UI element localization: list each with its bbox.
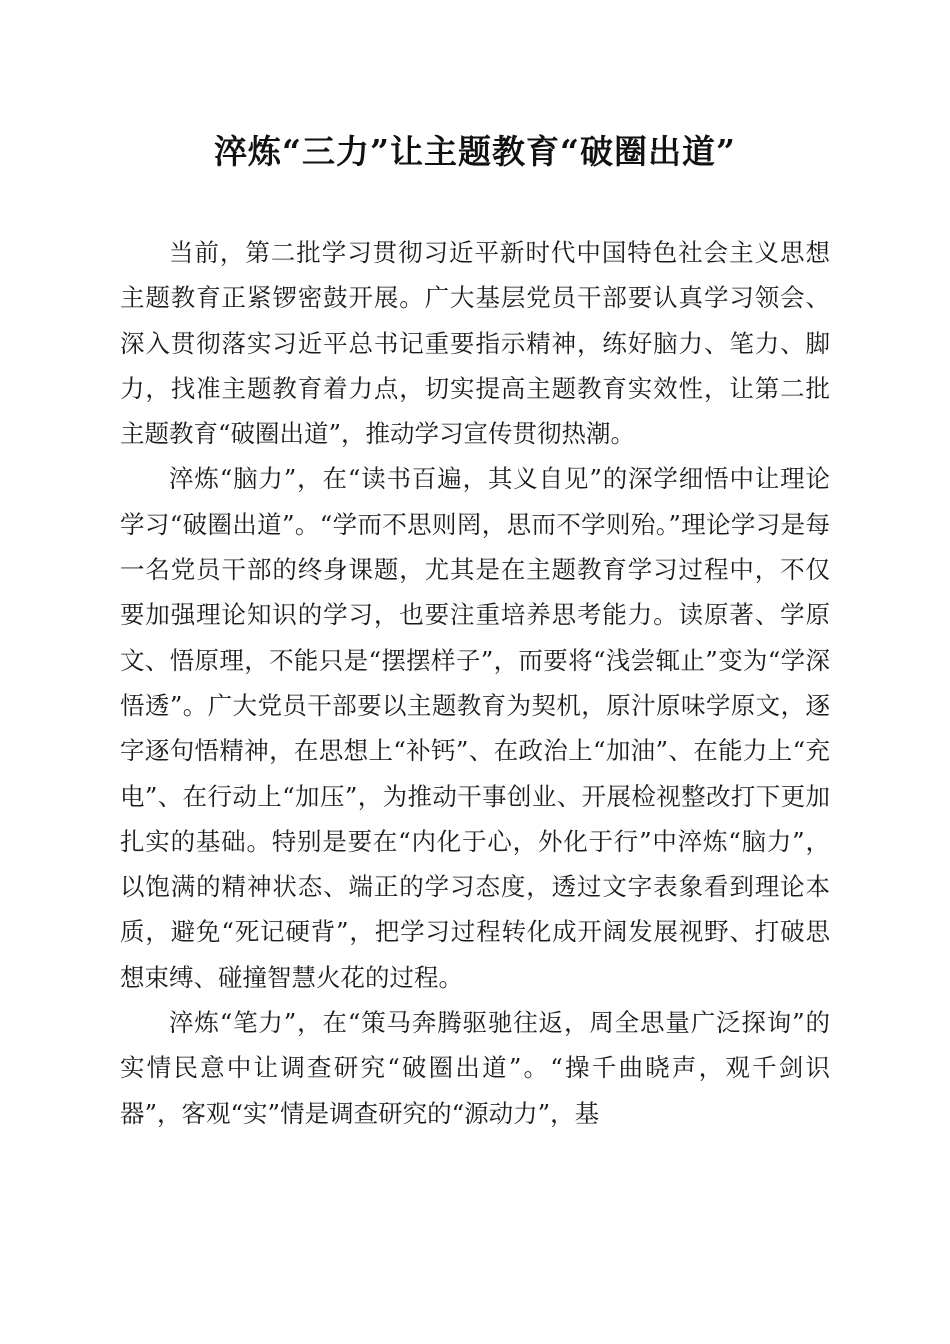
document-title: 淬炼“三力”让主题教育“破圈出道” bbox=[214, 132, 736, 171]
document-body bbox=[120, 230, 830, 1136]
paragraph-writing-power: 淬炼“笔力”，在“策马奔腾驱驰往返，周全思量广泛探询”的实情民意中让调查研究“破圈出道”。“操千曲晓声，观千剑识器”，客观“实”情是调查研究的“源动力”，基 bbox=[120, 1008, 830, 1128]
paragraph-intro: 当前，第二批学习贯彻习近平新时代中国特色社会主义思想主题教育正紧锣密鼓开展。广大基层党员干部要认真学习领会、深入贯彻落实习近平总书记重要指示精神，练好脑力、笔力、脚力，找准主题教育着力点，切实提高主题教育实效性，让第二批主题教育“破圈出道”，推动学习宣传贯彻热潮。 bbox=[120, 238, 830, 449]
paragraph-brainpower: 淬炼“脑力”，在“读书百遍，其义自见”的深学细悟中让理论学习“破圈出道”。“学而不思则罔，思而不学则殆。”理论学习是每一名党员干部的终身课题，尤其是在主题教育学习过程中，不仅要加强理论知识的学习，也要注重培养思考能力。读原著、学原文、悟原理，不能只是“摆摆样子”，而要将“浅尝辄止”变为“学深悟透”。广大党员干部要以主题教育为契机，原汁原味学原文，逐字逐句悟精神，在思想上“补钙”、在政治上“加油”、在能力上“充电”、在行动上“加压”，为推动干事创业、开展检视整改打下更加扎实的基础。特别是要在“内化于心，外化于行”中淬炼“脑力”，以饱满的精神状态、端正的学习态度，透过文字表象看到理论本质，避免“死记硬背”，把学习过程转化成开阔发展视野、打破思想束缚、碰撞智慧火花的过程。 bbox=[120, 464, 830, 992]
